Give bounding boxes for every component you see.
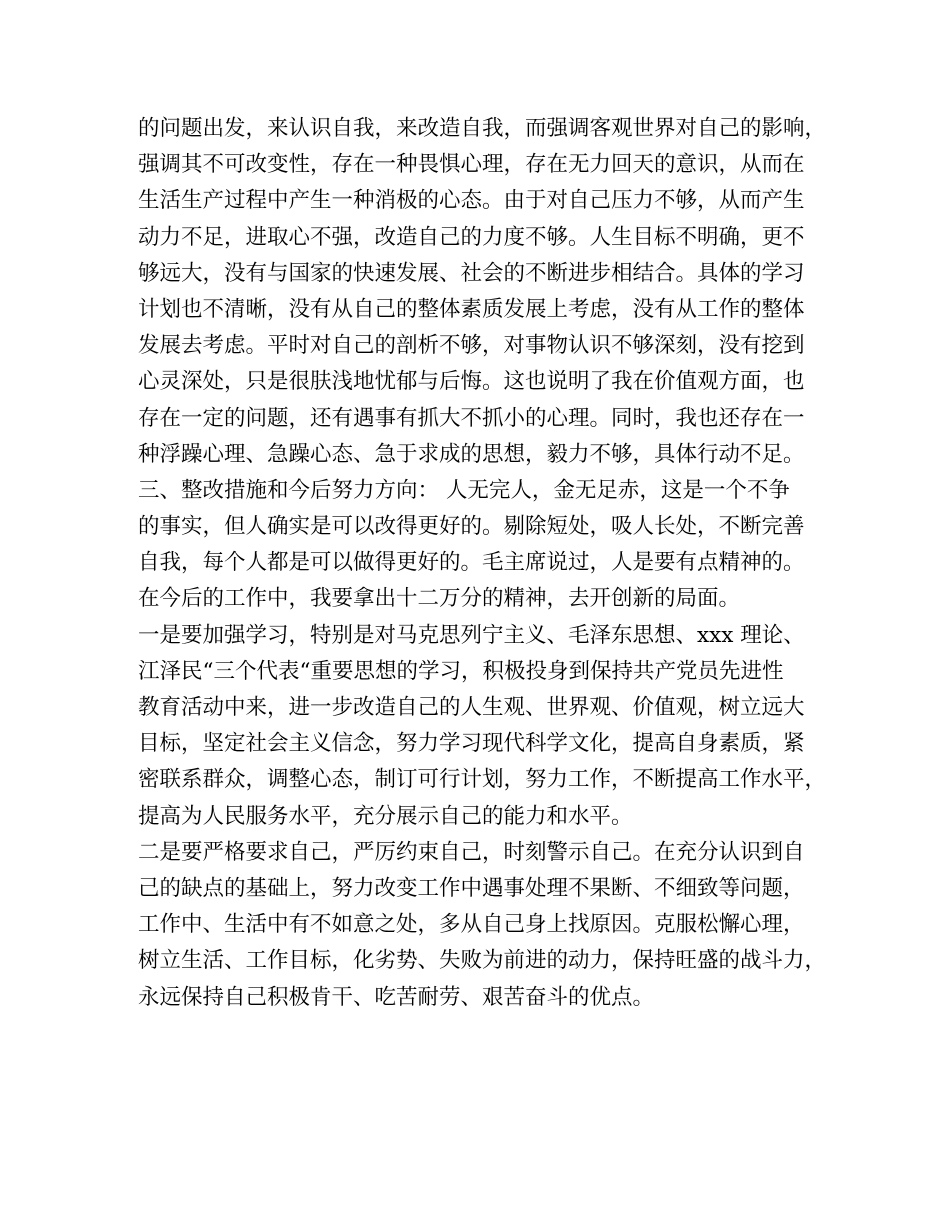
text-line: 生活生产过程中产生一种消极的心态。由于对自己压力不够，从而产生 [138, 188, 805, 214]
text-line: 永远保持自己积极肯干、吃苦耐劳、艰苦奋斗的优点。 [138, 984, 655, 1010]
text-line: 目标，坚定社会主义信念，努力学习现代科学文化，提高自身素质，紧 [138, 731, 805, 757]
text-line: 密联系群众，调整心态，制订可行计划，努力工作，不断提高工作水平， [138, 767, 827, 793]
text-line: 教育活动中来，进一步改造自己的人生观、世界观、价值观，树立远大 [138, 695, 805, 720]
section-heading-line: 三、整改措施和今后努力方向： 人无完人，金无足赤，这是一个不争 [138, 477, 790, 503]
text-line: 存在一定的问题，还有遇事有抓大不抓小的心理。同时，我也还存在一 [138, 405, 805, 431]
text-line: 二是要严格要求自己，严厉约束自己，时刻警示自己。在充分认识到自 [138, 839, 805, 865]
text-line: 一是要加强学习，特别是对马克思列宁主义、毛泽东思想、xxx 理论、 [138, 622, 805, 648]
text-line: 的问题出发，来认识自我，来改造自我，而强调客观世界对自己的影响， [138, 116, 827, 141]
text-line: 动力不足，进取心不强，改造自己的力度不够。人生目标不明确，更不 [138, 224, 805, 250]
text-line: 发展去考虑。平时对自己的剖析不够，对事物认识不够深刻，没有挖到 [138, 333, 805, 359]
text-line: 树立生活、工作目标，化劣势、失败为前进的动力，保持旺盛的战斗力， [138, 948, 827, 974]
text-line: 己的缺点的基础上，努力改变工作中遇事处理不果断、不细致等问题， [138, 875, 805, 901]
text-line: 江泽民“三个代表“重要思想的学习，积极投身到保持共产党员先进性 [138, 658, 784, 684]
text-line: 提高为人民服务水平，充分展示自己的能力和水平。 [138, 803, 633, 829]
text-line: 种浮躁心理、急躁心态、急于求成的思想，毅力不够，具体行动不足。 [138, 441, 805, 467]
text-line: 够远大，没有与国家的快速发展、社会的不断进步相结合。具体的学习 [138, 260, 805, 286]
text-line: 强调其不可改变性，存在一种畏惧心理，存在无力回天的意识，从而在 [138, 152, 805, 178]
text-line: 计划也不清晰，没有从自己的整体素质发展上考虑，没有从工作的整体 [138, 296, 805, 322]
text-line: 的事实，但人确实是可以改得更好的。剔除短处，吸人长处，不断完善 [138, 514, 805, 540]
text-line: 在今后的工作中，我要拿出十二万分的精神，去开创新的局面。 [138, 586, 741, 612]
text-line: 心灵深处，只是很肤浅地忧郁与后悔。这也说明了我在价值观方面，也 [138, 369, 805, 395]
document-body [138, 111, 828, 1016]
text-line: 自我，每个人都是可以做得更好的。毛主席说过，人是要有点精神的。 [138, 550, 805, 576]
text-line: 工作中、生活中有不如意之处，多从自己身上找原因。克服松懈心理， [138, 912, 805, 938]
